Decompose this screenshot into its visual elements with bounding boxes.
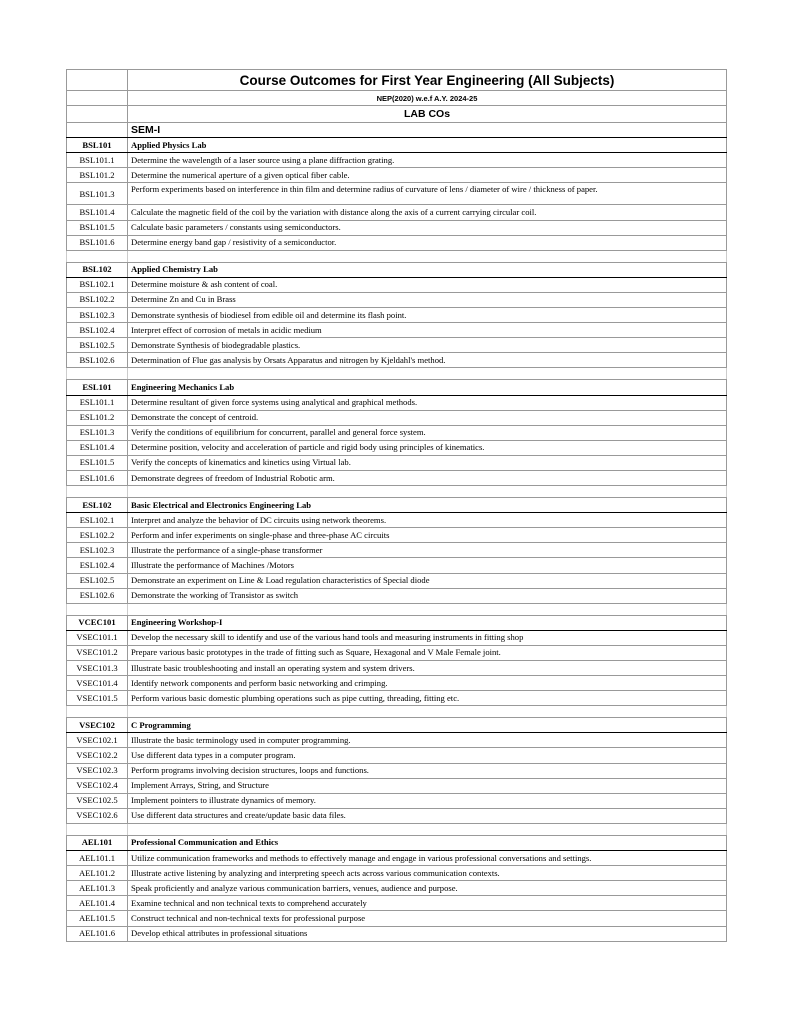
outcome-text: Determine the wavelength of a laser source using a plane diffraction grating. [128, 153, 727, 168]
outcome-row [67, 220, 727, 235]
outcome-text: Illustrate basic troubleshooting and install an operating system and system drivers. [128, 661, 727, 676]
outcome-text: Determine resultant of given force systems using analytical and graphical methods. [128, 395, 727, 410]
course-name: Applied Chemistry Lab [128, 262, 727, 277]
outcome-row [67, 455, 727, 470]
outcome-text: Determination of Flue gas analysis by Orsats Apparatus and nitrogen by Kjeldahl's method. [128, 353, 727, 368]
outcome-text: Identify network components and perform basic networking and crimping. [128, 676, 727, 691]
page-title: Course Outcomes for First Year Engineering (All Subjects) [128, 70, 727, 91]
outcome-code: ESL102.2 [67, 528, 128, 543]
outcome-code: BSL101.6 [67, 235, 128, 250]
spacer-row [67, 368, 727, 380]
outcome-row [67, 896, 727, 911]
spacer-cell [128, 486, 727, 498]
outcome-row [67, 440, 727, 455]
outcome-code: BSL102.5 [67, 338, 128, 353]
outcome-code: AEL101.2 [67, 866, 128, 881]
outcome-row [67, 588, 727, 603]
course-name: Professional Communication and Ethics [128, 835, 727, 850]
outcome-text: Perform programs involving decision structures, loops and functions. [128, 763, 727, 778]
outcome-row [67, 691, 727, 706]
course-outcomes-sheet [66, 69, 726, 942]
outcome-text: Construct technical and non-technical texts for professional purpose [128, 911, 727, 926]
course-header-row [67, 835, 727, 850]
outcome-row [67, 926, 727, 941]
outcome-code: VSEC101.1 [67, 630, 128, 645]
course-name: Engineering Workshop-I [128, 615, 727, 630]
outcome-text: Utilize communication frameworks and methods to effectively manage and engage in various professional conversations and settings. [128, 851, 727, 866]
outcome-text: Perform experiments based on interference in thin film and determine radius of curvature of lens / diameter of wire / thickness of paper. [128, 183, 727, 205]
spacer-cell [128, 368, 727, 380]
outcome-row [67, 808, 727, 823]
outcome-text: Interpret and analyze the behavior of DC circuits using network theorems. [128, 513, 727, 528]
outcome-code: ESL102.4 [67, 558, 128, 573]
outcome-text: Illustrate the performance of Machines /Motors [128, 558, 727, 573]
outcome-text: Illustrate the performance of a single-phase transformer [128, 543, 727, 558]
spacer-row [67, 486, 727, 498]
outcome-code: ESL102.1 [67, 513, 128, 528]
outcome-row [67, 630, 727, 645]
outcome-text: Prepare various basic prototypes in the trade of fitting such as Square, Hexagonal and V Male Female joint. [128, 645, 727, 660]
spacer-row [67, 706, 727, 718]
outcome-row [67, 183, 727, 205]
outcome-text: Calculate the magnetic field of the coil by the variation with distance along the axis of a current carrying circular coil. [128, 205, 727, 220]
course-header-row [67, 498, 727, 513]
outcome-text: Implement Arrays, String, and Structure [128, 778, 727, 793]
outcome-code: VSEC102.4 [67, 778, 128, 793]
outcome-code: ESL102.5 [67, 573, 128, 588]
outcome-text: Use different data types in a computer program. [128, 748, 727, 763]
course-code: BSL102 [67, 262, 128, 277]
outcome-row [67, 558, 727, 573]
course-code: BSL101 [67, 138, 128, 153]
outcome-row [67, 277, 727, 292]
outcome-code: AEL101.4 [67, 896, 128, 911]
spacer-cell [128, 250, 727, 262]
outcome-text: Demonstrate the concept of centroid. [128, 410, 727, 425]
outcome-row [67, 748, 727, 763]
outcome-code: AEL101.3 [67, 881, 128, 896]
spacer-row [67, 250, 727, 262]
outcome-text: Determine energy band gap / resistivity of a semiconductor. [128, 235, 727, 250]
outcome-text: Perform various basic domestic plumbing operations such as pipe cutting, threading, fitting etc. [128, 691, 727, 706]
outcome-code: AEL101.1 [67, 851, 128, 866]
outcome-text: Develop the necessary skill to identify and use of the various hand tools and measuring instruments in fitting shop [128, 630, 727, 645]
outcome-text: Verify the concepts of kinematics and kinetics using Virtual lab. [128, 455, 727, 470]
course-name: Basic Electrical and Electronics Engineering Lab [128, 498, 727, 513]
course-code: ESL102 [67, 498, 128, 513]
course-header-row [67, 262, 727, 277]
outcome-text: Demonstrate Synthesis of biodegradable plastics. [128, 338, 727, 353]
outcome-row [67, 410, 727, 425]
outcome-row [67, 168, 727, 183]
outcomes-table [66, 69, 727, 942]
outcome-code: BSL102.3 [67, 308, 128, 323]
title-row [67, 70, 727, 91]
outcome-code: VSEC102.3 [67, 763, 128, 778]
outcome-text: Determine Zn and Cu in Brass [128, 292, 727, 307]
outcome-code: VSEC102.6 [67, 808, 128, 823]
outcome-row [67, 153, 727, 168]
outcome-code: VSEC101.4 [67, 676, 128, 691]
spacer-row [67, 823, 727, 835]
outcome-code: ESL101.2 [67, 410, 128, 425]
spacer-cell [67, 368, 128, 380]
spacer-cell [67, 603, 128, 615]
outcome-code: BSL101.4 [67, 205, 128, 220]
spacer-cell [67, 706, 128, 718]
outcome-text: Implement pointers to illustrate dynamics of memory. [128, 793, 727, 808]
outcome-text: Determine position, velocity and acceleration of particle and rigid body using principles of kinematics. [128, 440, 727, 455]
course-code: AEL101 [67, 835, 128, 850]
outcome-row [67, 645, 727, 660]
outcome-text: Speak proficiently and analyze various communication barriers, venues, audience and purpose. [128, 881, 727, 896]
outcome-code: BSL102.4 [67, 323, 128, 338]
outcome-text: Verify the conditions of equilibrium for concurrent, parallel and general force system. [128, 425, 727, 440]
outcome-row [67, 205, 727, 220]
course-header-row [67, 718, 727, 733]
outcome-row [67, 323, 727, 338]
spacer-cell [128, 706, 727, 718]
spacer-cell [67, 823, 128, 835]
spacer-cell [128, 603, 727, 615]
spacer-cell [67, 250, 128, 262]
course-header-row [67, 615, 727, 630]
spacer-row [67, 603, 727, 615]
section-code-cell [67, 106, 128, 123]
outcome-code: BSL101.5 [67, 220, 128, 235]
subtitle-row [67, 91, 727, 106]
outcome-code: ESL102.3 [67, 543, 128, 558]
outcome-code: BSL101.2 [67, 168, 128, 183]
outcome-text: Interpret effect of corrosion of metals in acidic medium [128, 323, 727, 338]
outcome-text: Demonstrate an experiment on Line & Load regulation characteristics of Special diode [128, 573, 727, 588]
outcome-code: VSEC102.2 [67, 748, 128, 763]
page-subtitle: NEP(2020) w.e.f A.Y. 2024-25 [128, 91, 727, 106]
outcome-row [67, 425, 727, 440]
outcome-code: VSEC101.5 [67, 691, 128, 706]
course-code: VCEC101 [67, 615, 128, 630]
outcome-code: ESL101.4 [67, 440, 128, 455]
outcome-row [67, 763, 727, 778]
outcome-row [67, 513, 727, 528]
outcome-code: ESL102.6 [67, 588, 128, 603]
outcome-code: BSL102.2 [67, 292, 128, 307]
course-code: ESL101 [67, 380, 128, 395]
spacer-cell [128, 823, 727, 835]
course-name: C Programming [128, 718, 727, 733]
outcome-row [67, 676, 727, 691]
outcome-row [67, 292, 727, 307]
outcome-row [67, 793, 727, 808]
outcome-text: Determine the numerical aperture of a given optical fiber cable. [128, 168, 727, 183]
semester-code-cell [67, 123, 128, 138]
outcome-row [67, 911, 727, 926]
course-header-row [67, 380, 727, 395]
course-code: VSEC102 [67, 718, 128, 733]
semester-label: SEM-I [128, 123, 727, 138]
section-title: LAB COs [128, 106, 727, 123]
outcome-row [67, 733, 727, 748]
semester-row [67, 123, 727, 138]
outcome-code: BSL102.1 [67, 277, 128, 292]
outcome-code: ESL101.3 [67, 425, 128, 440]
outcome-row [67, 778, 727, 793]
outcome-text: Calculate basic parameters / constants using semiconductors. [128, 220, 727, 235]
outcome-row [67, 235, 727, 250]
course-name: Applied Physics Lab [128, 138, 727, 153]
outcome-text: Illustrate active listening by analyzing and interpreting speech acts across various communication contexts. [128, 866, 727, 881]
outcome-row [67, 881, 727, 896]
outcome-code: AEL101.6 [67, 926, 128, 941]
outcome-code: VSEC101.3 [67, 661, 128, 676]
outcome-text: Examine technical and non technical texts to comprehend accurately [128, 896, 727, 911]
outcome-code: VSEC102.1 [67, 733, 128, 748]
outcome-row [67, 308, 727, 323]
outcome-row [67, 573, 727, 588]
subtitle-code-cell [67, 91, 128, 106]
outcome-code: VSEC101.2 [67, 645, 128, 660]
title-code-cell [67, 70, 128, 91]
outcome-row [67, 470, 727, 485]
outcome-code: VSEC102.5 [67, 793, 128, 808]
outcome-row [67, 528, 727, 543]
spacer-cell [67, 486, 128, 498]
outcome-code: AEL101.5 [67, 911, 128, 926]
outcome-row [67, 338, 727, 353]
outcome-text: Illustrate the basic terminology used in computer programming. [128, 733, 727, 748]
outcome-code: ESL101.6 [67, 470, 128, 485]
outcome-text: Demonstrate the working of Transistor as switch [128, 588, 727, 603]
outcome-code: BSL102.6 [67, 353, 128, 368]
outcome-text: Develop ethical attributes in professional situations [128, 926, 727, 941]
outcome-row [67, 395, 727, 410]
outcome-text: Demonstrate synthesis of biodiesel from edible oil and determine its flash point. [128, 308, 727, 323]
outcome-row [67, 353, 727, 368]
course-name: Engineering Mechanics Lab [128, 380, 727, 395]
outcome-text: Determine moisture & ash content of coal. [128, 277, 727, 292]
section-row [67, 106, 727, 123]
outcome-text: Use different data structures and create/update basic data files. [128, 808, 727, 823]
outcome-text: Demonstrate degrees of freedom of Industrial Robotic arm. [128, 470, 727, 485]
outcome-row [67, 851, 727, 866]
outcome-row [67, 661, 727, 676]
outcome-row [67, 543, 727, 558]
outcome-row [67, 866, 727, 881]
outcome-code: ESL101.1 [67, 395, 128, 410]
course-header-row [67, 138, 727, 153]
outcome-text: Perform and infer experiments on single-phase and three-phase AC circuits [128, 528, 727, 543]
outcome-code: BSL101.1 [67, 153, 128, 168]
outcome-code: BSL101.3 [67, 183, 128, 205]
outcome-code: ESL101.5 [67, 455, 128, 470]
